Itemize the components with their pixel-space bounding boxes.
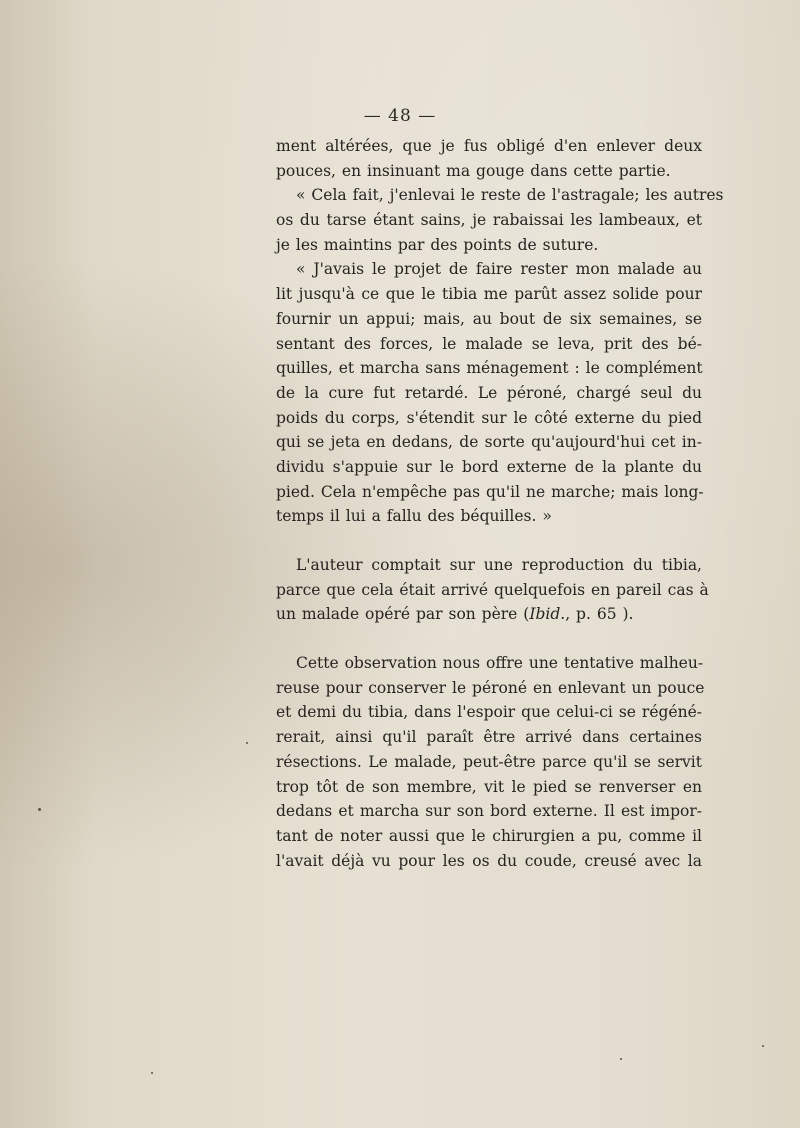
text-segment: L'auteur comptait sur une reproduction du tibia, [296,556,702,574]
text-segment: quilles, et marcha sans ménagement : le complément [276,359,703,378]
text-segment: qui se jeta en dedans, de sorte qu'aujourd'hui cet in- [276,433,702,452]
paper-speck [246,742,248,744]
paragraph [276,134,702,183]
text-line [276,725,702,750]
text-line [276,750,702,775]
text-segment: dedans et marcha sur son bord externe. Il est impor- [276,802,702,821]
page-number: — 48 — [363,106,437,126]
text-segment: tant de noter aussi que le chirurgien a pu, comme il [276,826,702,845]
text-segment: « J'avais le projet de faire rester mon malade au [296,260,702,279]
paper-speck [151,1072,153,1074]
paragraph [276,553,709,627]
text-line [276,676,705,701]
text-line [276,602,702,627]
paper-speck [620,1058,622,1060]
text-line [276,381,702,406]
text-line [276,356,702,381]
text-line [276,824,702,849]
text-line [276,700,702,725]
text-segment: os du tarse étant sains, je rabaissai les lambeaux, et [276,211,702,230]
text-segment: l'avait déjà vu pour les os du coude, creusé avec la [276,851,702,870]
text-segment: poids du corps, s'étendit sur le côté externe du pied [276,408,702,427]
text-line [276,651,702,676]
paper-speck [762,1045,764,1047]
text-segment: dividu s'appuie sur le bord externe de la plante du [276,457,702,476]
text-segment: parce que cela était arrivé quelquefois en pareil cas à [276,580,709,599]
text-line [276,134,702,159]
text-segment: et demi du tibia, dans l'espoir que celui-ci se régéné- [276,703,702,722]
text-segment: rerait, ainsi qu'il paraît être arrivé dans certaines [276,728,702,747]
text-segment: je les maintins par des points de suture. [276,235,599,254]
text-segment: fournir un appui; mais, au bout de six semaines, se [276,309,702,328]
text-segment: pouces, en insinuant ma gouge dans cette partie. [276,161,671,180]
text-line [276,159,702,184]
text-line [276,307,702,332]
text-segment: résections. Le malade, peut-être parce qu'il se servit [276,752,702,771]
paragraph [276,183,724,257]
text-line [276,480,702,505]
text-line [276,849,702,874]
paragraph [276,257,702,529]
text-line [276,504,702,529]
text-segment: un malade opéré par son père ( [276,605,530,624]
text-segment: temps il lui a fallu des béquilles. » [276,507,552,526]
text-line [276,183,724,208]
text-segment: pied. Cela n'empêche pas qu'il ne marche; mais long- [276,482,704,501]
text-line [276,799,702,824]
text-segment: reuse pour conserver le péroné en enlevant un pouce [276,678,705,697]
text-line [276,455,702,480]
text-segment: sentant des forces, le malade se leva, prit des bé- [276,334,702,353]
text-segment: lit jusqu'à ce que le tibia me parût assez solide pour [276,285,702,304]
text-segment: « Cela fait, j'enlevai le reste de l'astragale; les autres [296,186,724,205]
paragraph-gap [276,627,702,651]
text-segment: trop tôt de son membre, vit le pied se renverser en [276,777,702,796]
text-line [276,257,702,282]
text-line [276,332,702,357]
text-line [276,233,702,258]
citation-italic: Ibid. [529,605,566,624]
paragraph [276,651,705,873]
paper-speck [38,808,41,811]
text-segment: de la cure fut retardé. Le péroné, chargé seul du [276,383,702,402]
text-segment: Cette observation nous offre une tentative malheu- [296,654,704,673]
body-text [276,134,724,873]
text-line [276,282,702,307]
text-line [276,208,702,233]
text-segment: ment altérées, que je fus obligé d'en enlever deux [276,137,702,155]
text-line [276,578,709,603]
text-segment: , p. 65 ). [565,605,634,624]
text-line [276,430,702,455]
text-line [276,406,702,431]
text-line [276,553,702,578]
paragraph-gap [276,529,702,553]
text-line [276,775,702,800]
